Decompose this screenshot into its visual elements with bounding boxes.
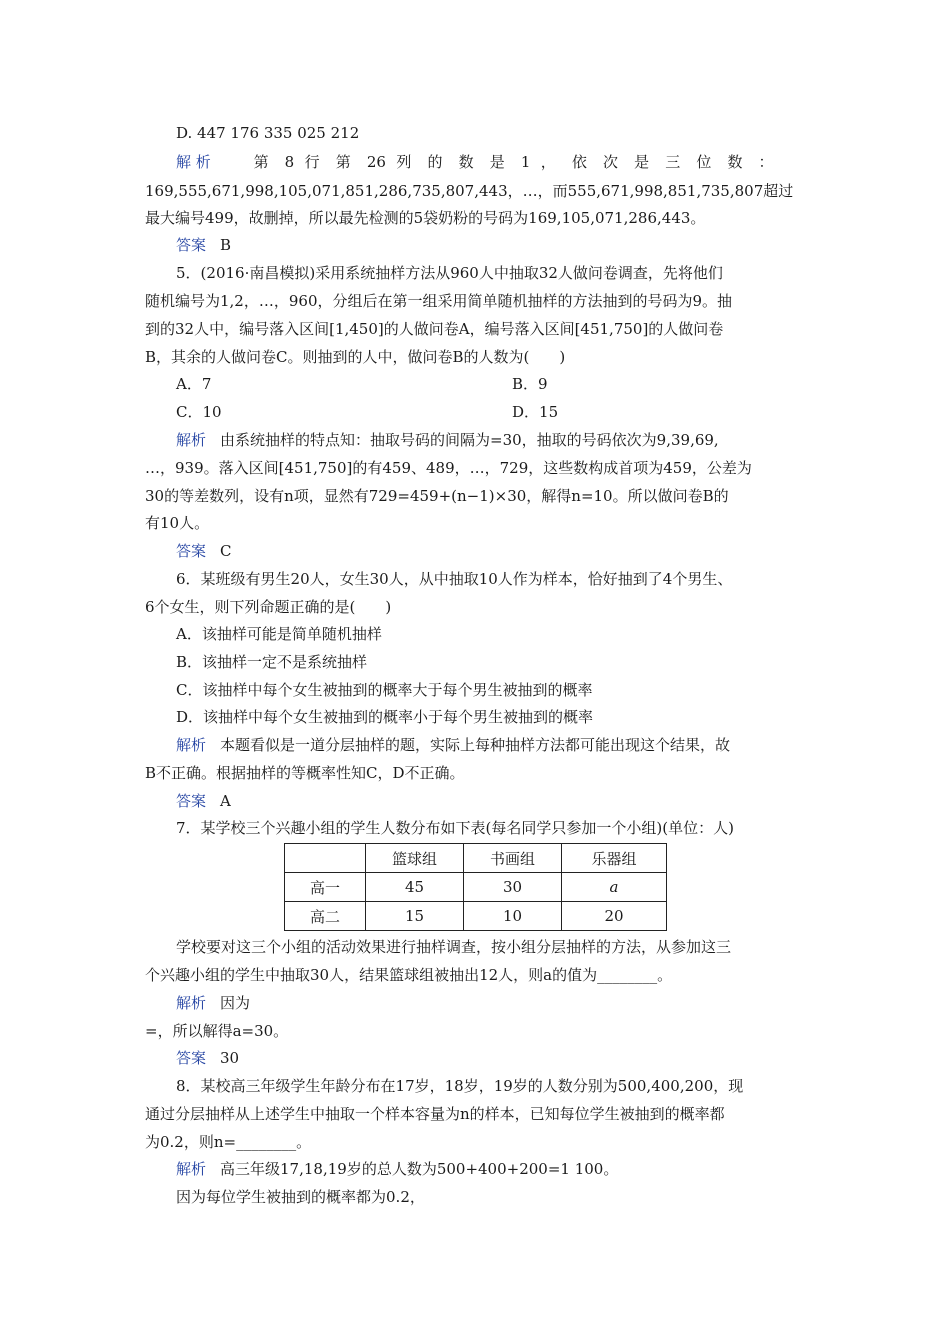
- q6-analysis-line1: [176, 735, 730, 755]
- q5-analysis-line4: 有10人。: [145, 514, 210, 532]
- table-cell: 高一: [285, 873, 366, 902]
- q5-option-d: D．15: [512, 403, 559, 421]
- table-cell: 20: [562, 902, 667, 931]
- q5-analysis-line1: [176, 430, 719, 450]
- answer-label: 答案: [176, 542, 207, 560]
- analysis-label: 解析: [176, 1160, 207, 1178]
- q7-line1: 7．某学校三个兴趣小组的学生人数分布如下表(每名同学只参加一个小组)(单位：人): [176, 819, 734, 837]
- q8-analysis-line2: 因为每位学生被抽到的概率都为0.2，: [176, 1188, 425, 1206]
- q5-analysis-text1: 由系统抽样的特点知：抽取号码的间隔为=30，抽取的号码依次为9,39,69,: [220, 431, 719, 449]
- table-row: [285, 902, 667, 931]
- q8-line2: 通过分层抽样从上述学生中抽取一个样本容量为n的样本，已知每位学生被抽到的概率都: [145, 1105, 725, 1123]
- table-cell: a: [562, 873, 667, 902]
- table-cell: 15: [366, 902, 464, 931]
- q6-option-d: D．该抽样中每个女生被抽到的概率小于每个男生被抽到的概率: [176, 708, 594, 726]
- q5-line4: B，其余的人做问卷C。则抽到的人中，做问卷B的人数为( ): [145, 348, 566, 366]
- answer-value: B: [220, 236, 232, 254]
- q7-analysis-line2: =，所以解得a=30。: [145, 1022, 289, 1040]
- answer-label: 答案: [176, 236, 207, 254]
- table-row: [285, 873, 667, 902]
- q5-answer: [176, 541, 232, 561]
- q5-option-c: C．10: [176, 403, 222, 421]
- q7-analysis-text1: 因为: [220, 994, 251, 1012]
- answer-value: 30: [220, 1049, 240, 1067]
- interest-group-table: [284, 843, 667, 931]
- q5-analysis-line3: 30的等差数列，设有n项，显然有729=459+(n−1)×30，解得n=10。所以做问卷B的: [145, 487, 729, 505]
- table-header-cell: 乐器组: [562, 844, 667, 873]
- q5-line2: 随机编号为1,2，…，960，分组后在第一组采用简单随机抽样的方法抽到的号码为9。抽: [145, 292, 733, 310]
- q5-option-b: B．9: [512, 375, 548, 393]
- table-cell: 10: [464, 902, 562, 931]
- q4-analysis-line1: [176, 152, 774, 172]
- q8-analysis-line1: [176, 1159, 618, 1179]
- q6-option-a: A．该抽样可能是简单随机抽样: [176, 625, 382, 643]
- q5-options-ab: [176, 374, 211, 394]
- table-cell: 45: [366, 873, 464, 902]
- q4-analysis-line3: 最大编号499，故删掉，所以最先检测的5袋奶粉的号码为169,105,071,286,443。: [145, 209, 706, 227]
- q6-line2: 6个女生，则下列命题正确的是( ): [145, 598, 392, 616]
- q4-analysis-line2: 169,555,671,998,105,071,851,286,735,807,443，…，而555,671,998,851,735,807超过: [145, 182, 794, 200]
- answer-label: 答案: [176, 1049, 207, 1067]
- q7-line2: 学校要对这三个小组的活动效果进行抽样调查，按小组分层抽样的方法，从参加这三: [176, 938, 732, 956]
- q5-option-a: A．7: [176, 375, 212, 393]
- table-header-cell: 篮球组: [366, 844, 464, 873]
- q5-line1: 5．(2016·南昌模拟)采用系统抽样方法从960人中抽取32人做问卷调查，先将他们: [176, 264, 723, 282]
- answer-value: C: [220, 542, 232, 560]
- q8-analysis-text1: 高三年级17,18,19岁的总人数为500+400+200=1 100。: [220, 1160, 619, 1178]
- answer-value: A: [220, 792, 231, 810]
- q7-analysis-line1: [176, 993, 250, 1013]
- q6-analysis-line2: B不正确。根据抽样的等概率性知C，D不正确。: [145, 764, 465, 782]
- q8-line1: 8．某校高三年级学生年龄分布在17岁，18岁，19岁的人数分别为500,400,200，现: [176, 1077, 744, 1095]
- table-header-cell: [285, 844, 366, 873]
- q6-option-b: B．该抽样一定不是系统抽样: [176, 653, 368, 671]
- q6-option-c: C．该抽样中每个女生被抽到的概率大于每个男生被抽到的概率: [176, 681, 593, 699]
- analysis-label: 解 析: [176, 153, 211, 171]
- q6-analysis-text1: 本题看似是一道分层抽样的题，实际上每种抽样方法都可能出现这个结果，故: [220, 736, 731, 754]
- analysis-label: 解析: [176, 431, 207, 449]
- q6-answer: [176, 791, 231, 811]
- table-header-cell: 书画组: [464, 844, 562, 873]
- q4-option-d: D. 447 176 335 025 212: [176, 124, 360, 142]
- q4-analysis-text1: 第 8 行 第 26 列 的 数 是 1 ， 依 次 是 三 位 数 ：: [253, 153, 774, 171]
- table-cell: 高二: [285, 902, 366, 931]
- answer-label: 答案: [176, 792, 207, 810]
- q7-line3: 个兴趣小组的学生中抽取30人，结果篮球组被抽出12人，则a的值为________。: [145, 966, 673, 984]
- table-header-row: [285, 844, 667, 873]
- q6-line1: 6．某班级有男生20人，女生30人，从中抽取10人作为样本，恰好抽到了4个男生、: [176, 570, 733, 588]
- q5-line3: 到的32人中，编号落入区间[1,450]的人做问卷A，编号落入区间[451,750]的人做问卷: [145, 320, 724, 338]
- q5-analysis-line2: …，939。落入区间[451,750]的有459、489，…，729，这些数构成首项为459，公差为: [145, 459, 752, 477]
- q7-answer: [176, 1048, 239, 1068]
- q8-line3: 为0.2，则n=________。: [145, 1133, 312, 1151]
- q4-answer: [176, 235, 231, 255]
- analysis-label: 解析: [176, 736, 207, 754]
- analysis-label: 解析: [176, 994, 207, 1012]
- table-cell: 30: [464, 873, 562, 902]
